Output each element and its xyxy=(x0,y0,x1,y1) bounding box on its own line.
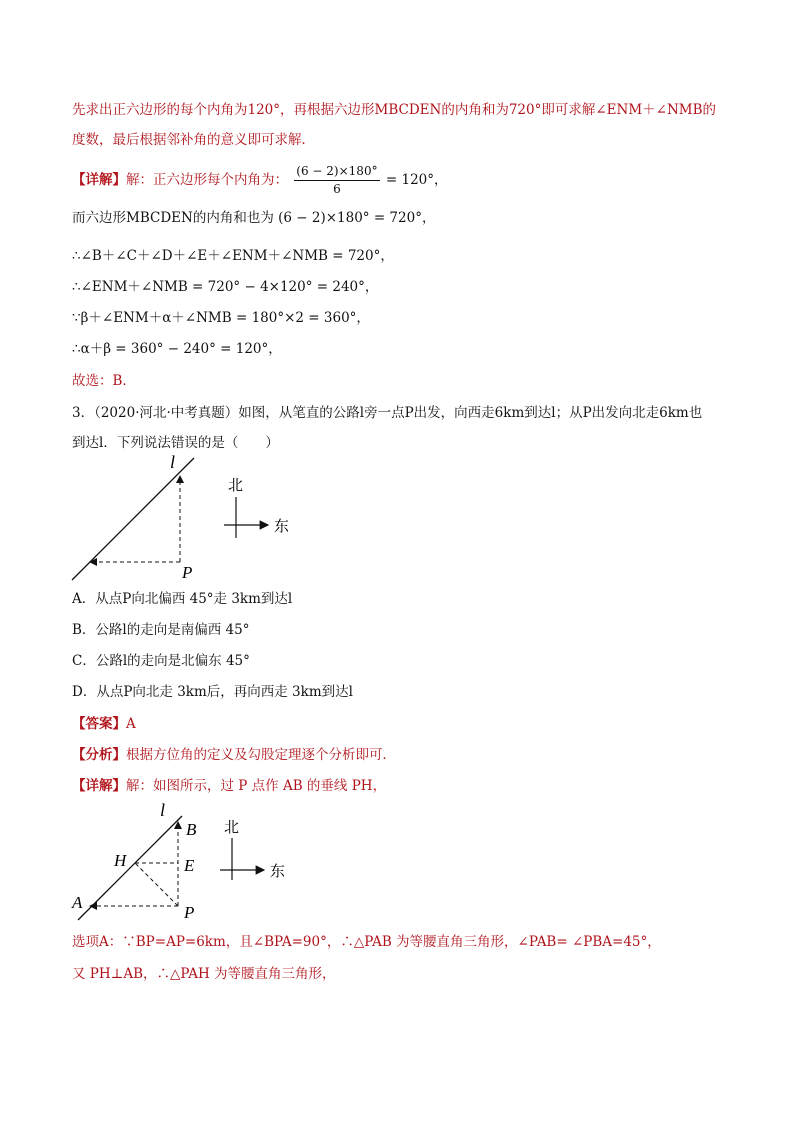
answer-value: A xyxy=(126,716,136,732)
detail-2-line xyxy=(72,776,386,796)
answer-tag: 【答案】 xyxy=(72,716,126,732)
compass-north-label: 北 xyxy=(224,818,240,836)
ph-dashed-line xyxy=(135,863,178,906)
label-p: P xyxy=(182,563,193,582)
label-e: E xyxy=(184,856,195,875)
option-c: C．公路l的走向是北偏东 45° xyxy=(72,653,250,669)
compass-north-label: 北 xyxy=(228,476,244,494)
label-p: P xyxy=(184,903,195,922)
fraction-result: = 120°， xyxy=(385,172,448,188)
fraction xyxy=(294,163,379,198)
road-line xyxy=(78,816,182,920)
detail-2-tag: 【详解】 xyxy=(72,778,126,794)
fraction-numerator: (6 − 2)×180° xyxy=(294,163,379,181)
label-a: A xyxy=(72,893,83,912)
intro-line-2: 度数，最后根据邻补角的意义即可求解． xyxy=(72,132,315,148)
question-3-line-2: 到达l．下列说法错误的是（ ） xyxy=(72,435,279,451)
detail-line xyxy=(72,163,448,198)
label-h: H xyxy=(114,851,127,870)
road-line xyxy=(72,458,194,580)
detail-lead: 解：正六边形每个内角为： xyxy=(126,172,288,188)
analysis-line xyxy=(72,745,396,765)
option-a: A．从点P向北偏西 45°走 3km到达l xyxy=(72,591,293,607)
fraction-denominator: 6 xyxy=(333,182,341,196)
analysis-text: 根据方位角的定义及勾股定理逐个分析即可． xyxy=(126,747,396,763)
option-b: B．公路l的走向是南偏西 45° xyxy=(72,622,250,638)
detail-tag: 【详解】 xyxy=(72,172,126,188)
option-a-analysis-line-1: 选项A：∵BP=AP=6km，且∠BPA=90°，∴△PAB 为等腰直角三角形，∠PAB= ∠PBA=45°， xyxy=(72,934,661,950)
compass-east-label: 东 xyxy=(270,862,286,880)
compass-east-label: 东 xyxy=(274,517,290,535)
step-line-2: ∴∠B＋∠C＋∠D＋∠E＋∠ENM＋∠NMB = 720°， xyxy=(72,248,394,264)
question-3-line-1: 3．（2020·河北·中考真题）如图，从笔直的公路l旁一点P出发，向西走6km到达l；从P出发向北走6km也 xyxy=(72,405,703,421)
step-line-3: ∴∠ENM＋∠NMB = 720° − 4×120° = 240°， xyxy=(72,279,379,295)
figure-solution-diagram xyxy=(60,800,300,925)
intro-line-1: 先求出正六边形的每个内角为120°，再根据六边形MBCDEN的内角和为720°即可求解∠ENM＋∠NMB的 xyxy=(72,102,717,118)
label-l: l xyxy=(170,452,176,472)
option-a-analysis-line-2: 又 PH⊥AB，∴△PAH 为等腰直角三角形， xyxy=(72,966,336,982)
step-line-4: ∵β＋∠ENM＋α＋∠NMB = 180°×2 = 360°， xyxy=(72,310,370,326)
option-d: D．从点P向北走 3km后，再向西走 3km到达l xyxy=(72,684,353,700)
analysis-tag: 【分析】 xyxy=(72,747,126,763)
step-line-1: 而六边形MBCDEN的内角和也为 (6 − 2)×180° = 720°， xyxy=(72,210,436,226)
detail-2-text: 解：如图所示，过 P 点作 AB 的垂线 PH， xyxy=(126,778,387,794)
figure-road-diagram xyxy=(60,452,300,587)
answer-line xyxy=(72,714,136,734)
label-l: l xyxy=(160,800,166,820)
label-b: B xyxy=(186,820,197,839)
choice-answer: 故选：B． xyxy=(72,373,136,389)
step-line-5: ∴α＋β = 360° − 240° = 120°， xyxy=(72,341,282,357)
